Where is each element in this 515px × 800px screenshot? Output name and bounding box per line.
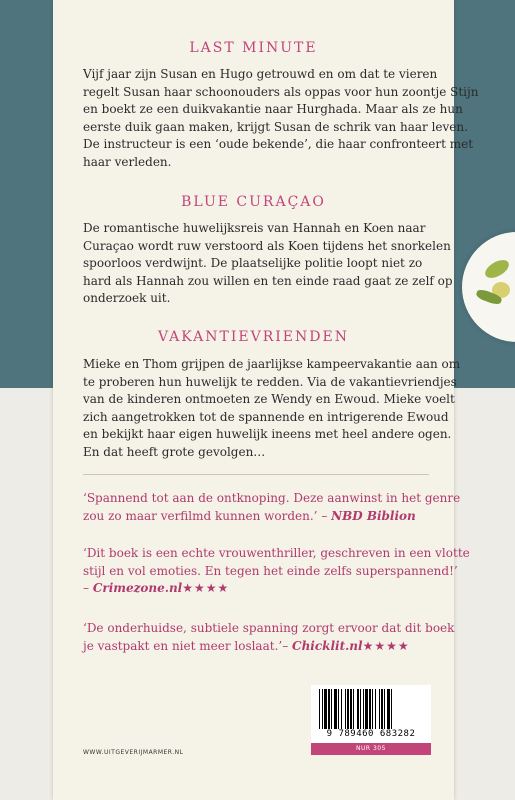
publisher-website: WWW.UITGEVERIJMARMER.NL — [83, 749, 184, 756]
review-source: Crimezone.nl — [92, 581, 183, 595]
section-body-vakantievrienden: Mieke en Thom grijpen de jaarlijkse kampeervakantie aan om te proberen hun huwelijk te redden. Via de vakantievriendjes van de kinderen ontmoeten ze Wendy en Ewoud. Mieke voelt zich aangetrokken tot de spannende en intrigerende Ewoud en bekijkt haar eigen huwelijk ineens met heel andere ogen. En dat heeft grote gevolgen… — [83, 357, 461, 459]
barcode — [311, 685, 431, 760]
review-source: Chicklit.nl — [292, 638, 363, 653]
section-title-vakantievrienden: VAKANTIEVRIENDEN — [158, 329, 349, 345]
isbn-digits: 9 789460 683282 — [326, 729, 416, 739]
back-cover — [53, 0, 479, 800]
nur-label: NUR 305 — [311, 743, 431, 755]
section-title-blue-curacao: BLUE CURAÇAO — [181, 194, 326, 210]
star-rating: ★★★★ — [362, 638, 410, 653]
food-garnish — [482, 256, 512, 281]
divider-line — [83, 474, 429, 475]
review-quote-chicklit: ‘De onderhuidse, subtiele spanning zorgt ervoor dat dit boek je vastpakt en niet meer loslaat.’– Chicklit.nl★★★★ — [83, 621, 455, 653]
review-quote-nbd: ‘Spannend tot aan de ontknoping. Deze aanwinst in het genre zou zo maar verfilmd kunnen worden.’ – NBD Biblion — [83, 491, 461, 523]
barcode-background — [311, 685, 431, 743]
star-rating: ★★★★ — [182, 581, 230, 595]
barcode-bars — [319, 689, 423, 729]
review-quote-crimezone: ‘Dit boek is een echte vrouwenthriller, geschreven in een vlotte stijl en vol emoties. En tegen het einde zelfs superspannend!’ – Crimezone.nl★★★★ — [83, 546, 470, 595]
section-body-blue-curacao: De romantische huwelijksreis van Hannah en Koen naar Curaçao wordt ruw verstoord als Koen tijdens het snorkelen spoorloos verdwijnt. De plaatselijke politie loopt niet zo hard als Hannah zou willen en ten einde raad gaat ze zelf op onderzoek uit. — [83, 221, 453, 305]
review-source: NBD Biblion — [331, 508, 416, 523]
section-title-last-minute: LAST MINUTE — [189, 40, 318, 56]
section-body-last-minute: Vijf jaar zijn Susan en Hugo getrouwd en om dat te vieren regelt Susan haar schoonouders als oppas voor hun zoontje Stijn en boekt ze een duikvakantie naar Hurghada. Maar als ze hun eerste duik gaan maken, krijgt Susan de schrik van haar leven. De instructeur is een ‘oude bekende’, die haar confronteert met haar verleden. — [83, 67, 479, 169]
